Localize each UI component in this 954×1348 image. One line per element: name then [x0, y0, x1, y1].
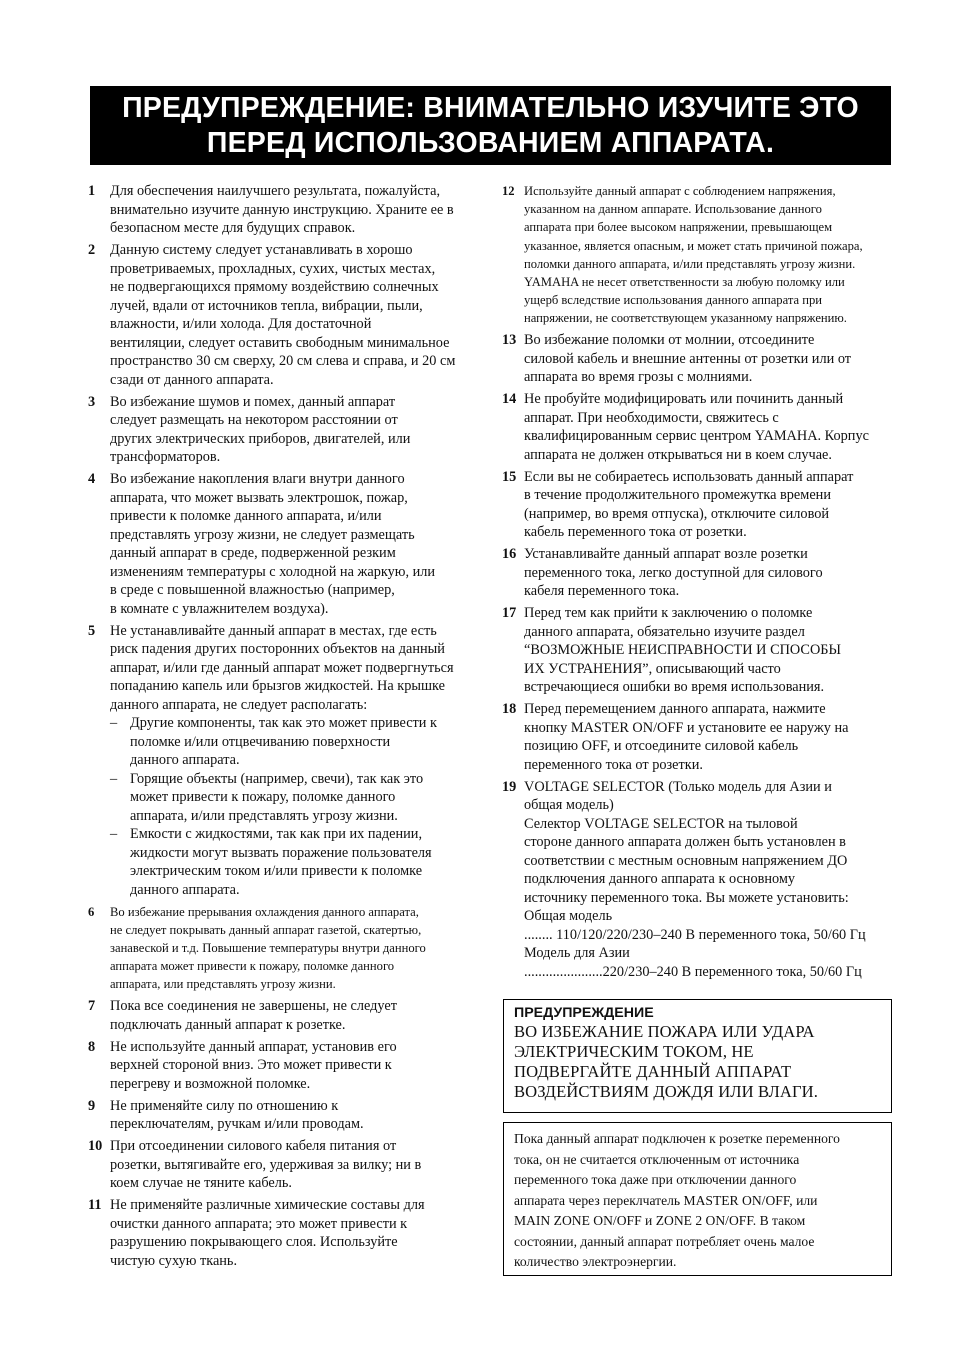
- sub-item-text-line: Емкости с жидкостями, так как при их падении,: [130, 826, 423, 842]
- item-text-line: розетки, вытягивайте его, удерживая за вилку; ни в: [110, 1156, 422, 1173]
- item-text-line: указанное, является опасным, и может стать причиной пожара,: [524, 238, 863, 253]
- item-text-line: очистки данного аппарата; это может привести к: [110, 1215, 408, 1232]
- item-text-line: ........ 110/120/220/230–240 В переменного тока, 50/60 Гц: [524, 926, 866, 943]
- list-item: [88, 1196, 478, 1270]
- item-number: 19: [502, 778, 517, 795]
- sub-list-item: [110, 825, 478, 899]
- item-text-line: “ВОЗМОЖНЫЕ НЕИСПРАВНОСТИ И СПОСОБЫ: [524, 642, 841, 659]
- item-text-line: вентиляции, следует оставить свободным минимальное: [110, 334, 450, 351]
- item-text-line: в среде с повышенной влажностью (например,: [110, 582, 395, 598]
- standby-note-line: аппарата через переклчатель MASTER ON/OFF, или: [514, 1192, 818, 1208]
- item-number: 18: [502, 701, 517, 718]
- item-text-line: VOLTAGE SELECTOR (Только модель для Азии и: [524, 778, 832, 795]
- item-text-line: чистую сухую ткань.: [110, 1252, 238, 1269]
- item-text-line: коем случае не тяните кабель.: [110, 1175, 293, 1192]
- warning-text-line: ПОДВЕРГАЙТЕ ДАННЫЙ АППАРАТ: [514, 1062, 792, 1081]
- dash-bullet: –: [110, 770, 118, 787]
- item-text-line: кабеля переменного тока.: [524, 583, 680, 600]
- item-text-line: поломки данного аппарата, и/или представлять угрозу жизни.: [524, 256, 856, 271]
- list-item: [502, 182, 894, 328]
- item-text-line: не следует покрывать данный аппарат газетой, скатертью,: [110, 922, 422, 937]
- standby-note-line: MAIN ZONE ON/OFF и ZONE 2 ON/OFF. В таком: [514, 1213, 806, 1228]
- sub-list-item: [110, 714, 478, 770]
- page-title-line-2: ПЕРЕД ИСПОЛЬЗОВАНИЕМ АППАРАТА.: [206, 127, 775, 159]
- item-number: 16: [502, 546, 517, 563]
- list-item: [502, 390, 894, 464]
- item-text-line: переменного тока от розетки.: [524, 756, 703, 773]
- item-text-line: Устанавливайте данный аппарат возле розетки: [524, 546, 808, 563]
- item-text-line: Данную систему следует устанавливать в хорошо: [110, 242, 413, 258]
- item-text-line: Не применяйте силу по отношению к: [110, 1097, 339, 1114]
- item-text-line: изменениям температуры с холодной на жаркую, или: [110, 563, 436, 580]
- item-text-line: аппарат, и/или где данный аппарат может подвергнуться: [110, 659, 454, 676]
- standby-note-text: [514, 1129, 881, 1273]
- item-text-line: Во избежание поломки от молнии, отсоедините: [524, 332, 815, 349]
- list-item: [88, 393, 478, 467]
- item-text-line: сзади от данного аппарата.: [110, 371, 274, 388]
- sub-list-item: [110, 770, 478, 826]
- item-text-line: YAMAHA не несет ответственности за любую поломку или: [524, 275, 845, 290]
- left-column: [88, 182, 478, 1274]
- item-number: 17: [502, 605, 517, 622]
- sub-item-text-line: Другие компоненты, так как это может привести к: [130, 715, 437, 731]
- item-text-line: аппарата не должен открываться ни в коем случае.: [524, 446, 832, 463]
- item-text-line: данного аппарата, обязательно изучите раздел: [524, 623, 805, 640]
- list-item: [88, 182, 478, 238]
- list-item: [88, 1038, 478, 1094]
- item-text-line: Во избежание накопления влаги внутри данного: [110, 471, 405, 487]
- item-text-line: ......................220/230–240 В переменного тока, 50/60 Гц: [524, 963, 862, 980]
- warning-text-line: ВОЗДЕЙСТВИЯМ ДОЖДЯ ИЛИ ВЛАГИ.: [514, 1082, 818, 1101]
- list-item: [502, 331, 894, 387]
- item-text-line: кнопку MASTER ON/OFF и установите ее наружу на: [524, 719, 849, 736]
- item-text-line: аппарат. При необходимости, свяжитесь с: [524, 409, 779, 426]
- item-number: 1: [88, 183, 96, 199]
- item-text-line: пространство 30 см сверху, 20 см слева и справа, и 20 см: [110, 353, 456, 369]
- list-item: [88, 241, 478, 389]
- item-text-line: Перед тем как прийти к заключению о поломке: [524, 605, 813, 622]
- item-number: 7: [88, 998, 96, 1015]
- item-text-line: Общая модель: [524, 908, 613, 925]
- item-text-line: (например, во время отпуска), отключите силовой: [524, 505, 830, 522]
- item-number: 12: [502, 184, 515, 198]
- item-text-line: в течение продолжительного промежутка времени: [524, 487, 831, 504]
- item-text-line: других электрических приборов, двигателей, или: [110, 430, 411, 447]
- item-number: 8: [88, 1038, 96, 1055]
- warning-text: [514, 1022, 881, 1102]
- item-text-line: влажности, и/или холода. Для достаточной: [110, 316, 372, 332]
- list-item: [502, 700, 894, 774]
- item-text-line: источнику переменного тока. Вы можете установить:: [524, 889, 849, 906]
- sub-item-text-line: аппарата, и/или представлять угрозу жизни.: [130, 807, 398, 824]
- item-text-line: Не пробуйте модифицировать или починить данный: [524, 391, 844, 408]
- item-text-line: встречающиеся ошибки во время использования.: [524, 679, 825, 696]
- list-item: [502, 545, 894, 601]
- item-text-line: внимательно изучите данную инструкцию. Храните ее в: [110, 201, 454, 218]
- standby-note-line: Пока данный аппарат подключен к розетке переменного: [514, 1131, 840, 1146]
- list-item: [88, 1137, 478, 1193]
- item-text-line: следует размещать на некотором расстоянии от: [110, 412, 398, 428]
- item-number: 6: [88, 904, 95, 919]
- item-text-line: переключателям, ручкам и/или проводам.: [110, 1116, 364, 1133]
- sub-item-text-line: поломке и/или отцвечиванию поверхности: [130, 733, 391, 750]
- item-number: 5: [88, 622, 96, 639]
- item-text-line: Модель для Азии: [524, 945, 630, 962]
- list-item: [502, 468, 894, 542]
- item-text-line: данный аппарат в среде, подверженной резким: [110, 545, 396, 561]
- item-text-line: стороне данного аппарата должен быть установлен в: [524, 834, 846, 851]
- item-number: 9: [88, 1097, 96, 1114]
- item-text-line: переменного тока, легко доступной для силового: [524, 564, 823, 581]
- item-text-line: Пока все соединения не завершены, не следует: [110, 998, 397, 1015]
- list-item: [88, 997, 478, 1034]
- item-text-line: квалифицированным сервис центром YAMAHA. Корпус: [524, 428, 869, 445]
- item-number: 3: [88, 393, 96, 410]
- item-text-line: безопасном месте для будущих справок.: [110, 220, 356, 236]
- list-item: [88, 622, 478, 900]
- item-text-line: аппарата при более высоком напряжении, превышающем: [524, 220, 833, 235]
- item-text-line: ИХ УСТРАНЕНИЯ”, описывающий часто: [524, 660, 781, 677]
- item-text-line: данного аппарата, не следует располагать:: [110, 696, 368, 713]
- item-number: 4: [88, 471, 96, 487]
- warning-box: [503, 999, 892, 1113]
- item-number: 2: [88, 242, 96, 258]
- item-text-line: Не устанавливайте данный аппарат в местах, где есть: [110, 622, 437, 639]
- sub-item-text-line: может привести к пожару, поломке данного: [130, 789, 396, 805]
- item-text-line: верхней стороной вниз. Это может привести к: [110, 1057, 392, 1074]
- sub-item-text-line: данного аппарата.: [130, 881, 240, 898]
- list-item: [88, 1097, 478, 1134]
- item-text-line: занавеской и т.д. Повышение температуры внутри данного: [110, 940, 426, 955]
- sub-item-text-line: данного аппарата.: [130, 752, 240, 768]
- dash-bullet: –: [110, 826, 118, 842]
- list-item: [88, 903, 478, 994]
- item-text-line: попаданию капель или брызгов жидкостей. На крышке: [110, 678, 445, 694]
- dash-bullet: –: [110, 715, 118, 731]
- item-text-line: не подвергающихся прямому воздействию солнечных: [110, 279, 439, 295]
- item-text-line: соответствии с местным основным напряжением ДО: [524, 852, 848, 869]
- sub-item-text-line: Горящие объекты (например, свечи), так как это: [130, 770, 424, 787]
- item-text-line: позицию OFF, и отсоедините силовой кабель: [524, 738, 799, 755]
- item-text-line: указанном на данном аппарате. Использование данного: [524, 202, 822, 217]
- page-title-banner: [90, 86, 891, 165]
- item-text-line: подключать данный аппарат к розетке.: [110, 1016, 346, 1033]
- list-item: [502, 604, 894, 697]
- item-text-line: Не используйте данный аппарат, установив его: [110, 1038, 397, 1055]
- item-text-line: Перед перемещением данного аппарата, нажмите: [524, 701, 826, 718]
- page-title-line-1: ПРЕДУПРЕЖДЕНИЕ: ВНИМАТЕЛЬНО ИЗУЧИТЕ ЭТО: [122, 92, 859, 124]
- standby-note-box: [503, 1122, 892, 1276]
- item-text-line: в комнате с увлажнителем воздуха).: [110, 600, 329, 617]
- standby-note-line: количество электроэнергии.: [514, 1254, 677, 1269]
- item-text-line: перегреву и возможной поломке.: [110, 1075, 311, 1092]
- item-number: 13: [502, 332, 517, 349]
- item-text-line: силовой кабель и внешние антенны от розетки или от: [524, 350, 852, 367]
- item-text-line: трансформаторов.: [110, 449, 221, 465]
- item-number: 15: [502, 468, 517, 485]
- item-text-line: кабель переменного тока от розетки.: [524, 524, 747, 541]
- item-text-line: аппарата может привести к пожару, поломке данного: [110, 959, 395, 974]
- item-text-line: проветриваемых, прохладных, сухих, чистых местах,: [110, 260, 436, 277]
- item-text-line: Во избежание прерывания охлаждения данного аппарата,: [110, 904, 419, 919]
- item-text-line: Во избежание шумов и помех, данный аппарат: [110, 393, 396, 410]
- item-text-line: подключения данного аппарата к основному: [524, 871, 796, 888]
- item-number: 14: [502, 391, 517, 408]
- warning-text-line: ЭЛЕКТРИЧЕСКИМ ТОКОМ, НЕ: [514, 1042, 754, 1061]
- item-number: 11: [88, 1197, 102, 1214]
- item-text-line: При отсоединении силового кабеля питания от: [110, 1138, 397, 1155]
- item-text-line: Используйте данный аппарат с соблюдением напряжения,: [524, 184, 836, 198]
- warning-text-line: ВО ИЗБЕЖАНИЕ ПОЖАРА ИЛИ УДАРА: [514, 1022, 815, 1041]
- item-text-line: разрушению покрывающего слоя. Используйте: [110, 1234, 398, 1251]
- right-column: [502, 182, 894, 985]
- item-text-line: Если вы не собираетесь использовать данный аппарат: [524, 468, 854, 485]
- item-text-line: Не применяйте различные химические составы для: [110, 1197, 425, 1214]
- item-text-line: Селектор VOLTAGE SELECTOR на тыловой: [524, 815, 798, 832]
- item-text-line: аппарата, или представлять угрозу жизни.: [110, 977, 336, 992]
- item-text-line: аппарата во время грозы с молниями.: [524, 369, 753, 386]
- item-text-line: привести к поломке данного аппарата, и/или: [110, 508, 382, 524]
- item-text-line: представлять угрозу жизни, не следует размещать: [110, 526, 415, 543]
- item-text-line: ущерб вследствие использования данного аппарата при: [524, 293, 823, 308]
- item-number: 10: [88, 1138, 103, 1155]
- item-text-line: аппарата, что может вызвать электрошок, пожар,: [110, 489, 408, 506]
- item-text-line: риск падения других посторонних объектов на данный: [110, 641, 445, 657]
- list-item: [502, 778, 894, 982]
- standby-note-line: переменного тока даже при отключении данного: [514, 1172, 797, 1187]
- item-text-line: лучей, вдали от источников тепла, вибрации, пыли,: [110, 297, 423, 314]
- item-text-line: общая модель): [524, 797, 614, 814]
- item-text-line: Для обеспечения наилучшего результата, пожалуйста,: [110, 183, 441, 199]
- list-item: [88, 470, 478, 618]
- warning-title: ПРЕДУПРЕЖДЕНИЕ: [514, 1005, 654, 1021]
- standby-note-line: состоянии, данный аппарат потребляет очень малое: [514, 1233, 815, 1249]
- sub-item-text-line: жидкости могут вызвать поражение пользователя: [130, 844, 432, 861]
- standby-note-line: тока, он не считается отключенным от источника: [514, 1151, 800, 1167]
- item-text-line: напряжении, не соответствующем указанному напряжению.: [524, 311, 847, 326]
- sub-item-text-line: электрическим током и/или привести к поломке: [130, 863, 423, 879]
